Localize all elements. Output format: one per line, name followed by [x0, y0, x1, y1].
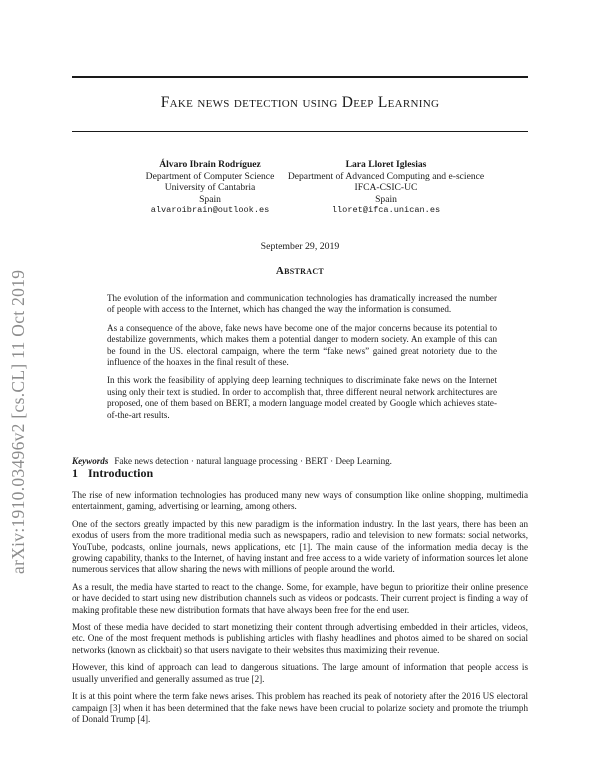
- abstract-paragraph: As a consequence of the above, fake news have become one of the major concerns because its potential to destabilize governments, which makes them a potential danger to modern society. An example of this can be found in the US. electoral campaign, where the term “fake news” gained great notoriety due to the influence of the hoaxes in the final result of these.: [107, 322, 497, 368]
- author-email[interactable]: lloret@ifca.unican.es: [331, 205, 441, 216]
- author-block-1: [120, 159, 300, 217]
- body-paragraph: It is at this point where the term fake news arises. This problem has reached its peak of notoriety after the 2016 US electoral campaign [3] when it has been determined that the fake news have been crucial to polarize society and promote the triumph of Donald Trump [4].: [72, 691, 528, 724]
- keywords-line: [72, 456, 528, 466]
- body-paragraph: The rise of new information technologies has produced many new ways of consumption like online shopping, multimedia entertainment, gaming, advertising or learning, among others.: [72, 490, 528, 512]
- abstract-paragraph: The evolution of the information and communication technologies has dramatically increased the number of people with access to the Internet, which has changed the way the information is consumed.: [107, 293, 497, 315]
- introduction-body: [72, 490, 528, 731]
- body-paragraph: As a result, the media have started to react to the change. Some, for example, have begun to prioritize their online presence or have decided to start using new distribution channels such as videos or podcasts. Their current project is finding a way of making profitable these new distribution formats that have always been free for the end user.: [72, 581, 528, 615]
- abstract-heading: Abstract: [275, 265, 325, 277]
- author-block-2: [276, 159, 496, 217]
- author-country: Spain: [375, 193, 397, 205]
- section-heading: [72, 466, 153, 481]
- section-title: Introduction: [88, 466, 154, 480]
- author-institution: IFCA-CSIC-UC: [354, 182, 418, 194]
- paper-date: September 29, 2019: [260, 241, 340, 252]
- keywords-text: Fake news detection · natural language processing · BERT · Deep Learning.: [114, 456, 392, 466]
- section-number: 1: [72, 466, 78, 480]
- title-rule-bottom: [72, 131, 528, 132]
- body-paragraph: One of the sectors greatly impacted by this new paradigm is the information industry. In the last years, there has been an exodus of users from the more traditional media such as newspapers, radio and television to new formats: social networks, YouTube, podcasts, online journals, news applications, etc [1]. The main cause of the information media decay is the growing capability, thanks to the Internet, of having instant and free access to a wide variety of information sources let alone numerous services that allow sharing the news with millions of people around the world.: [72, 518, 528, 575]
- author-email[interactable]: alvaroibrain@outlook.es: [150, 205, 270, 216]
- body-paragraph: However, this kind of approach can lead to dangerous situations. The large amount of information that people access is usually unverified and generally assumed as true [2].: [72, 662, 528, 684]
- author-country: Spain: [199, 193, 221, 205]
- paper-title: Fake news detection using Deep Learning: [160, 94, 440, 111]
- abstract-paragraph: In this work the feasibility of applying deep learning techniques to discriminate fake news on the Internet using only their text is studied. In order to accomplish that, three different neural network architectures are proposed, one of them based on BERT, a modern language model created by Google which achieves state-of-the-art results.: [107, 375, 497, 420]
- author-institution: University of Cantabria: [164, 182, 256, 194]
- body-paragraph: Most of these media have decided to start monetizing their content through advertising embedded in their articles, videos, etc. One of the most frequent methods is publishing articles with flashy headlines and photos aimed to be shared on social networks (known as clickbait) so that users navigate to their websites thus maximizing their revenue.: [72, 622, 528, 655]
- author-department: Department of Computer Science: [145, 170, 275, 182]
- author-department: Department of Advanced Computing and e-science: [287, 170, 485, 182]
- abstract-body: [107, 293, 497, 428]
- keywords-label: Keywords: [72, 456, 109, 466]
- author-name: Lara Lloret Iglesias: [345, 159, 427, 170]
- arxiv-identifier: arXiv:1910.03496v2 [cs.CL] 11 Oct 2019: [8, 269, 28, 574]
- title-rule-top: [72, 76, 528, 78]
- author-name: Álvaro Ibrain Rodríguez: [159, 159, 261, 170]
